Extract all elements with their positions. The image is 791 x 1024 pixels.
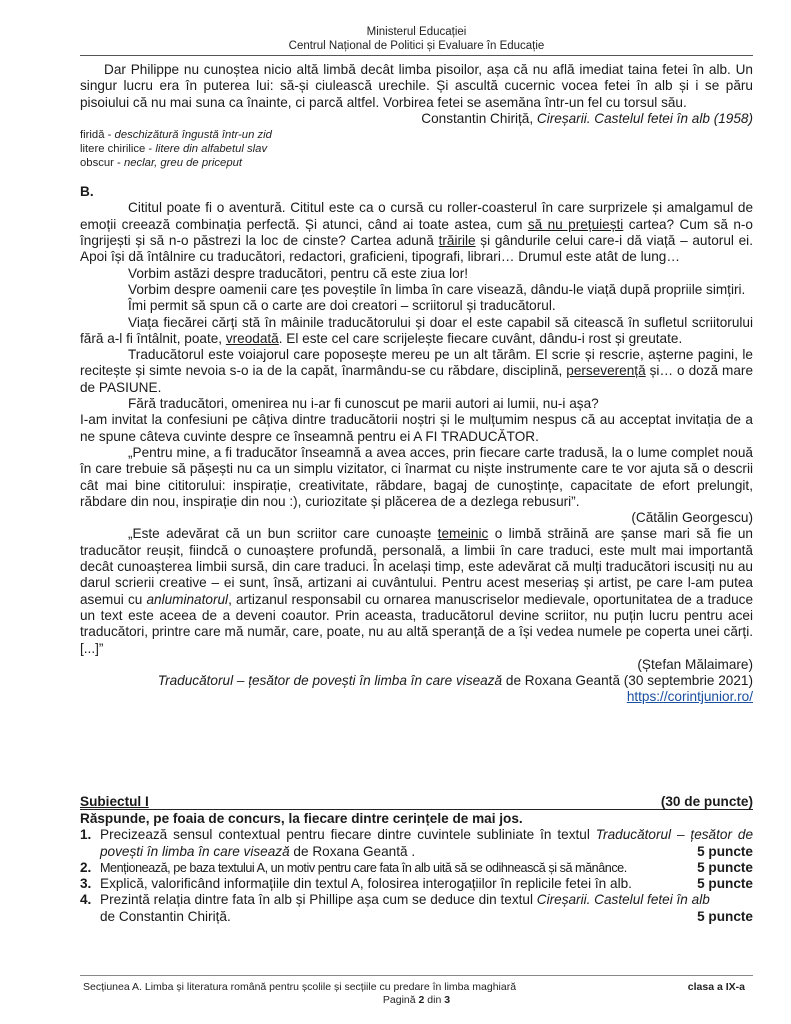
question-text: [100, 892, 753, 925]
subject-points: (30 de puncte): [660, 794, 753, 809]
text-run: Viața fiecărei cărți stă în mâinile traducătorului și doar el este capabil să citească în sufletul scriitorului fără a-l fi întâlnit, poate,: [80, 314, 753, 346]
text-b-paragraph: Vorbim astăzi despre traducători, pentru că este ziua lor!: [128, 265, 469, 281]
text-b-paragraph: [80, 200, 753, 265]
current-page: 2: [418, 993, 425, 1006]
text-run: Explică, valorificând informațiile din textul A, folosirea interogațiilor în replicile fetei în alb.: [100, 876, 632, 892]
text-b-source-rest: de Roxana Geantă (30 septembrie 2021): [502, 673, 753, 689]
underlined-word: trăirile: [438, 233, 476, 249]
translator-quote: „Pentru mine, a fi traducător înseamnă a avea acces, prin fiecare carte tradusă, la o lume complet nouă în care trebuie să pășești nu ca un simplu vizitator, ci înarmat cu niște instrumente care te vor ajuta să o descrii cât mai bine cititorului: inspirație, creativitate, răbdare, bagaj de cunoștințe, capacitate de efort prelungit, răbdare din nou, inspirație din nou :), curiozitate și plăcerea de a dezlega rebusuri”.: [80, 444, 753, 509]
question-item: [80, 860, 753, 876]
page-number: [80, 994, 753, 1007]
glossary: [80, 128, 753, 170]
text-run: Pagină: [382, 993, 419, 1006]
question-item: [80, 827, 753, 860]
subject-section: [80, 794, 753, 925]
subject-title: Subiectul I: [80, 794, 149, 809]
glossary-item: [80, 128, 753, 142]
text-b-paragraph: I-am invitat la confesiuni pe câțiva dintre traducătorii noștri și le mulțumim nespus că au acceptat invitația de a ne spune câteva cuvinte despre ce înseamnă pentru ei A FI TRADUCĂTOR.: [80, 412, 753, 444]
text-b-paragraph: Vorbim despre oamenii care țes poveștile în limba în care visează, dându-le viață după propriile simțiri.: [128, 281, 746, 297]
text-b-paragraph: [80, 347, 753, 396]
glossary-item: [80, 156, 753, 170]
italic-title: Cireșarii. Castelul fetei în alb: [536, 892, 710, 908]
question-points: 5 puncte: [697, 843, 753, 859]
text-b-source-title: Traducătorul – țesător de povești în limba în care visează: [157, 673, 503, 689]
text-b-paragraph: Îmi permit să spun că o carte are doi creatori – scriitorul și traducătorul.: [128, 298, 556, 314]
underlined-word: perseverență: [566, 363, 646, 379]
glossary-definition: deschizătură îngustă într-un zid: [114, 129, 272, 142]
underlined-word: vreodată: [225, 330, 279, 346]
text-a-source-author: Constantin Chiriță,: [421, 110, 537, 126]
text-run: Menționează, pe baza textului A, un motiv pentru care fata în alb uită să se odihnească și să mănânce.: [100, 860, 627, 875]
ministry-name: Ministerul Educației: [366, 26, 467, 38]
translator-quote: [80, 526, 753, 656]
question-item: [80, 892, 753, 925]
page-footer: [80, 981, 753, 1006]
question-points: 5 puncte: [697, 876, 753, 892]
text-b-source: [80, 673, 753, 689]
question-number: 1.: [80, 827, 92, 843]
center-name: Centrul Național de Politici și Evaluare în Educație: [288, 40, 545, 52]
text-a-paragraph: Dar Philippe nu cunoștea nicio altă limbă decât limba pisoilor, așa că nu află imediat taina fetei în alb. Un singur lucru era în puterea lui: să-și ciulească urechile. Și ascultă cucernic vocea fetei în alb și i se păru pisoiului că nu mai suna ca înainte, ci parcă altfel. Vorbirea fetei se asemăna într-un fel cu torsul său.: [80, 62, 753, 110]
total-pages: 3: [444, 993, 451, 1006]
italic-word: anluminatorul: [146, 591, 229, 607]
question-number: 3.: [80, 876, 92, 892]
footer-section: Secțiunea A. Limba și literatura română pentru școlile și secțiile cu predare în limba maghiară: [83, 981, 517, 993]
footer-divider: [80, 975, 753, 976]
glossary-definition: neclar, greu de priceput: [123, 157, 243, 170]
question-number: 4.: [80, 892, 92, 908]
question-text: [100, 860, 753, 876]
text-b-paragraph: Fără traducători, omenirea nu i-ar fi cunoscut pe marii autori ai lumii, nu-i așa?: [128, 396, 599, 412]
footer-grade: clasa a IX-a: [687, 981, 745, 993]
text-run: și… o doză mare de PASIUNE.: [80, 363, 753, 395]
text-run: de Constantin Chiriță.: [100, 908, 231, 924]
text-run: , artizanul responsabil cu ornarea manuscriselor medievale, oportunitatea de a traduce un text este aceea de a deveni coautor. Prin aceasta, traducătorul devine scriitor, nu puțin lucru pentru acei traducători, printre care mă număr, care, poate, nu au altă speranță de a își vedea numele pe coperta unei cărți.[...]”: [80, 591, 754, 656]
text-b-paragraph: [80, 315, 753, 348]
question-number: 2.: [80, 859, 92, 875]
question-item: [80, 876, 753, 892]
page-header: [80, 25, 753, 53]
header-divider: [80, 55, 753, 56]
text-a-source-title: Cireșarii. Castelul fetei în alb (1958): [536, 110, 753, 126]
question-text: [100, 876, 753, 892]
text-run: Prezintă relația dintre fata în alb și Phillipe așa cum se deduce din textul: [100, 892, 537, 908]
text-run: Precizează sensul contextual pentru fiecare dintre cuvintele subliniate în textul: [100, 827, 596, 843]
underlined-word: temeinic: [437, 526, 489, 542]
footer-row: [80, 981, 753, 994]
source-link[interactable]: https://corintjunior.ro/: [626, 689, 753, 705]
text-run: și gândurile celui care-i dă viață – autorul ei. Apoi își dă întâlnire cu traducători, redactori, graficieni, tipografi, librari… Drumul este atât de lung…: [80, 233, 753, 265]
text-run: de Roxana Geantă .: [289, 843, 416, 859]
glossary-term: obscur -: [80, 157, 124, 170]
question-last-line: [100, 909, 753, 925]
text-b-link-row: [80, 689, 753, 705]
subject-header: [80, 794, 753, 810]
text-run: cartea? Cum să n-o îngrijești și să n-o păstrezi la loc de cinste? Cartea adună: [80, 216, 753, 249]
section-b-label: B.: [80, 184, 94, 200]
question-points: 5 puncte: [697, 859, 753, 875]
question-points: 5 puncte: [697, 908, 753, 924]
underlined-word: să nu prețuiești: [527, 216, 624, 232]
text-run: . El este cel care scrijelește fiecare cuvânt, dându-i rost și greutate.: [278, 330, 683, 346]
italic-title: Traducătorul – țesător de povești în limba în care visează: [100, 827, 754, 859]
exam-body: [80, 62, 753, 706]
text-run: Traducătorul este voiajorul care poposește mereu pe un alt tărâm. El scrie și rescrie, așterne pagini, le recitește și simte nevoia s-o ia de la capăt, înarmându-se cu răbdare, disciplină,: [80, 347, 753, 379]
text-run: din: [424, 993, 445, 1006]
glossary-definition: litere din alfabetul slav: [155, 143, 268, 156]
text-run: Cititul poate fi o aventură. Cititul este ca o cursă cu roller-coasterul în care surprizele și amalgamul de emoții creează combinația perfectă. Și atunci, când ai toate astea, cum: [80, 200, 753, 232]
text-run: „Este adevărat că un bun scriitor care cunoaște: [128, 526, 438, 542]
text-a-source: [80, 111, 753, 127]
quote-author: (Ștefan Mălaimare): [637, 656, 753, 672]
glossary-term: firidă -: [80, 129, 115, 142]
glossary-item: [80, 142, 753, 156]
subject-instruction: Răspunde, pe foaia de concurs, la fiecare dintre cerințele de mai jos.: [80, 811, 523, 826]
question-text: [100, 827, 753, 860]
text-run: o limbă străină are șanse mari să fie un traducător reușit, fiindcă o cunoaștere profundă, personală, a limbii în care traduci, este mult mai importantă decât cunoașterea limbii sursă, din care traduci. În același timp, este adevărat că mulți traducători iscusiți nu au darul scrierii creative – ei sunt, însă, artizani ai cuvântului. Pentru acest meseriaș și artist, pe care l-am putea asemui cu: [80, 526, 753, 607]
glossary-term: litere chirilice -: [80, 143, 156, 156]
quote-author: (Cătălin Georgescu): [631, 510, 753, 526]
